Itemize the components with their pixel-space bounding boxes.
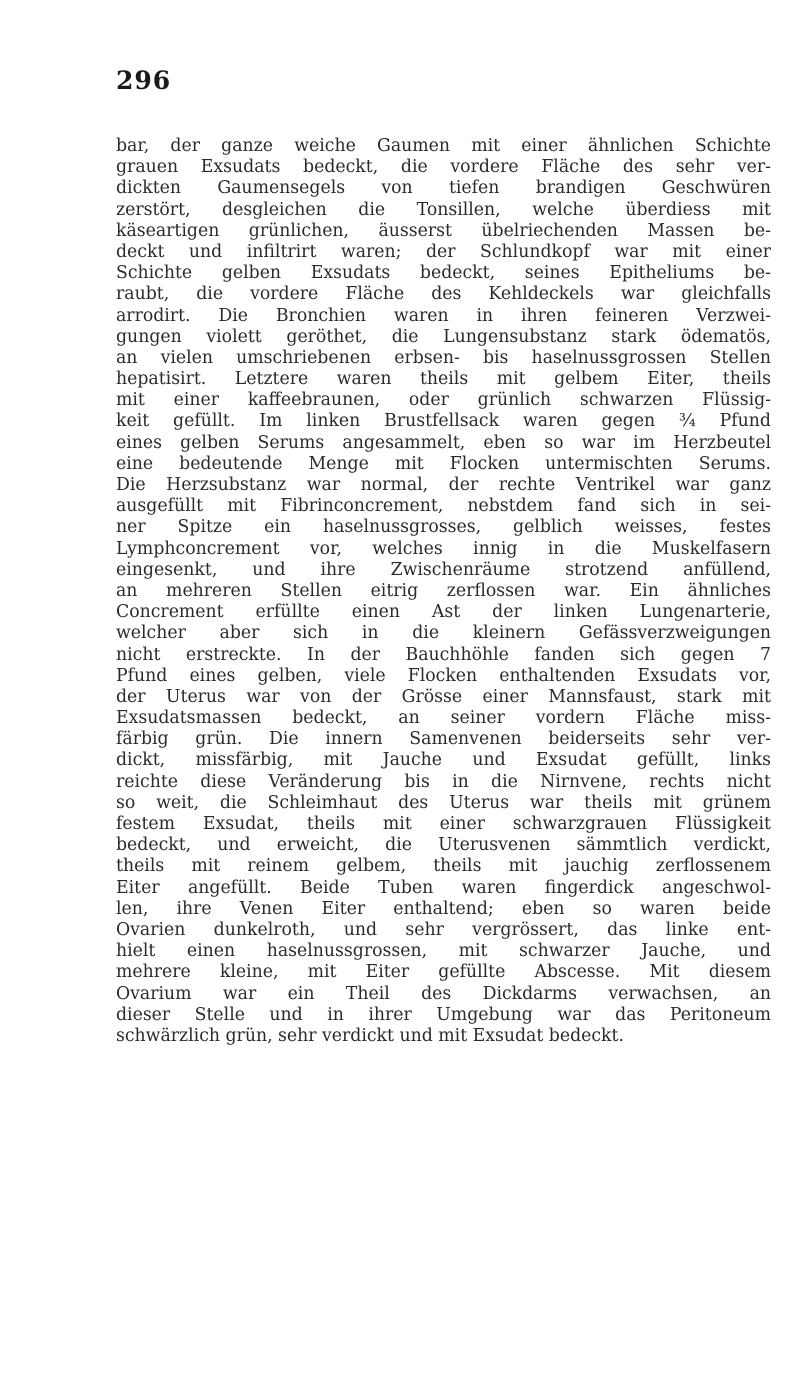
text-line: Pfund eines gelben, viele Flocken enthaltenden Exsudats vor, bbox=[116, 665, 771, 686]
text-line: Die Herzsubstanz war normal, der rechte Ventrikel war ganz bbox=[116, 475, 771, 495]
text-line: gungen violett geröthet, die Lungensubstanz stark ödematös, bbox=[116, 326, 771, 347]
text-line: färbig grün. Die innern Samenvenen beiderseits sehr ver- bbox=[116, 729, 771, 750]
text-line: Lymphconcrement vor, welches innig in die Muskelfasern bbox=[116, 538, 771, 559]
text-line: nicht erstreckte. In der Bauchhöhle fanden sich gegen 7 bbox=[116, 644, 771, 665]
text-line: welcher aber sich in die kleinern Gefässverzweigungen bbox=[116, 623, 771, 644]
text-line: hielt einen haselnussgrossen, mit schwarzer Jauche, und bbox=[116, 941, 771, 962]
text-line: dickten Gaumensegels von tiefen brandigen Geschwüren bbox=[116, 178, 771, 199]
text-line: theils mit reinem gelbem, theils mit jauchig zerflossenem bbox=[116, 856, 771, 877]
text-line: so weit, die Schleimhaut des Uterus war theils mit grünem bbox=[116, 792, 771, 813]
text-line: Eiter angefüllt. Beide Tuben waren fingerdick angeschwol- bbox=[116, 877, 771, 898]
text-line: an vielen umschriebenen erbsen- bis haselnussgrossen Stellen bbox=[116, 347, 771, 368]
text-line: mit einer kaffeebraunen, oder grünlich schwarzen Flüssig- bbox=[116, 390, 771, 411]
page-number: 296 bbox=[116, 66, 172, 95]
text-line: mehrere kleine, mit Eiter gefüllte Abscesse. Mit diesem bbox=[116, 962, 771, 983]
body-text bbox=[116, 136, 771, 1047]
text-line: grauen Exsudats bedeckt, die vordere Fläche des sehr ver- bbox=[116, 157, 771, 178]
text-line: reichte diese Veränderung bis in die Nirnvene, rechts nicht bbox=[116, 771, 771, 792]
text-line: Schichte gelben Exsudats bedeckt, seines Epitheliums be- bbox=[116, 263, 771, 284]
text-line: Ovarien dunkelroth, und sehr vergrössert, das linke ent- bbox=[116, 919, 771, 940]
text-line: hepatisirt. Letztere waren theils mit gelbem Eiter, theils bbox=[116, 369, 771, 390]
text-line: dickt, missfärbig, mit Jauche und Exsudat gefüllt, links bbox=[116, 750, 771, 771]
text-line: bar, der ganze weiche Gaumen mit einer ähnlichen Schichte bbox=[116, 136, 771, 156]
text-line: eingesenkt, und ihre Zwischenräume strotzend anfüllend, bbox=[116, 559, 771, 580]
text-line: eines gelben Serums angesammelt, eben so war im Herzbeutel bbox=[116, 432, 771, 453]
text-line: arrodirt. Die Bronchien waren in ihren feineren Verzwei- bbox=[116, 305, 771, 326]
text-line: keit gefüllt. Im linken Brustfellsack waren gegen ¾ Pfund bbox=[116, 411, 771, 432]
text-line: len, ihre Venen Eiter enthaltend; eben so waren beide bbox=[116, 898, 771, 919]
text-line: eine bedeutende Menge mit Flocken untermischten Serums. bbox=[116, 453, 771, 474]
text-line: raubt, die vordere Fläche des Kehldeckels war gleichfalls bbox=[116, 284, 771, 305]
text-line: käseartigen grünlichen, äusserst übelriechenden Massen be- bbox=[116, 220, 771, 241]
text-line: Concrement erfüllte einen Ast der linken Lungenarterie, bbox=[116, 602, 771, 623]
text-line: Ovarium war ein Theil des Dickdarms verwachsen, an bbox=[116, 983, 771, 1004]
text-line: der Uterus war von der Grösse einer Mannsfaust, stark mit bbox=[116, 686, 771, 707]
text-line: dieser Stelle und in ihrer Umgebung war das Peritoneum bbox=[116, 1004, 771, 1025]
text-line: zerstört, desgleichen die Tonsillen, welche überdiess mit bbox=[116, 199, 771, 220]
text-line: ner Spitze ein haselnussgrosses, gelblich weisses, festes bbox=[116, 517, 771, 538]
text-line: schwärzlich grün, sehr verdickt und mit Exsudat bedeckt. bbox=[116, 1025, 624, 1046]
text-line: festem Exsudat, theils mit einer schwarzgrauen Flüssigkeit bbox=[116, 814, 771, 834]
text-line: an mehreren Stellen eitrig zerflossen war. Ein ähnliches bbox=[116, 580, 771, 601]
text-line: bedeckt, und erweicht, die Uterusvenen sämmtlich verdickt, bbox=[116, 835, 771, 856]
text-line: deckt und infiltrirt waren; der Schlundkopf war mit einer bbox=[116, 241, 771, 262]
text-line: Exsudatsmassen bedeckt, an seiner vordern Fläche miss- bbox=[116, 708, 771, 729]
text-line: ausgefüllt mit Fibrinconcrement, nebstdem fand sich in sei- bbox=[116, 496, 771, 517]
